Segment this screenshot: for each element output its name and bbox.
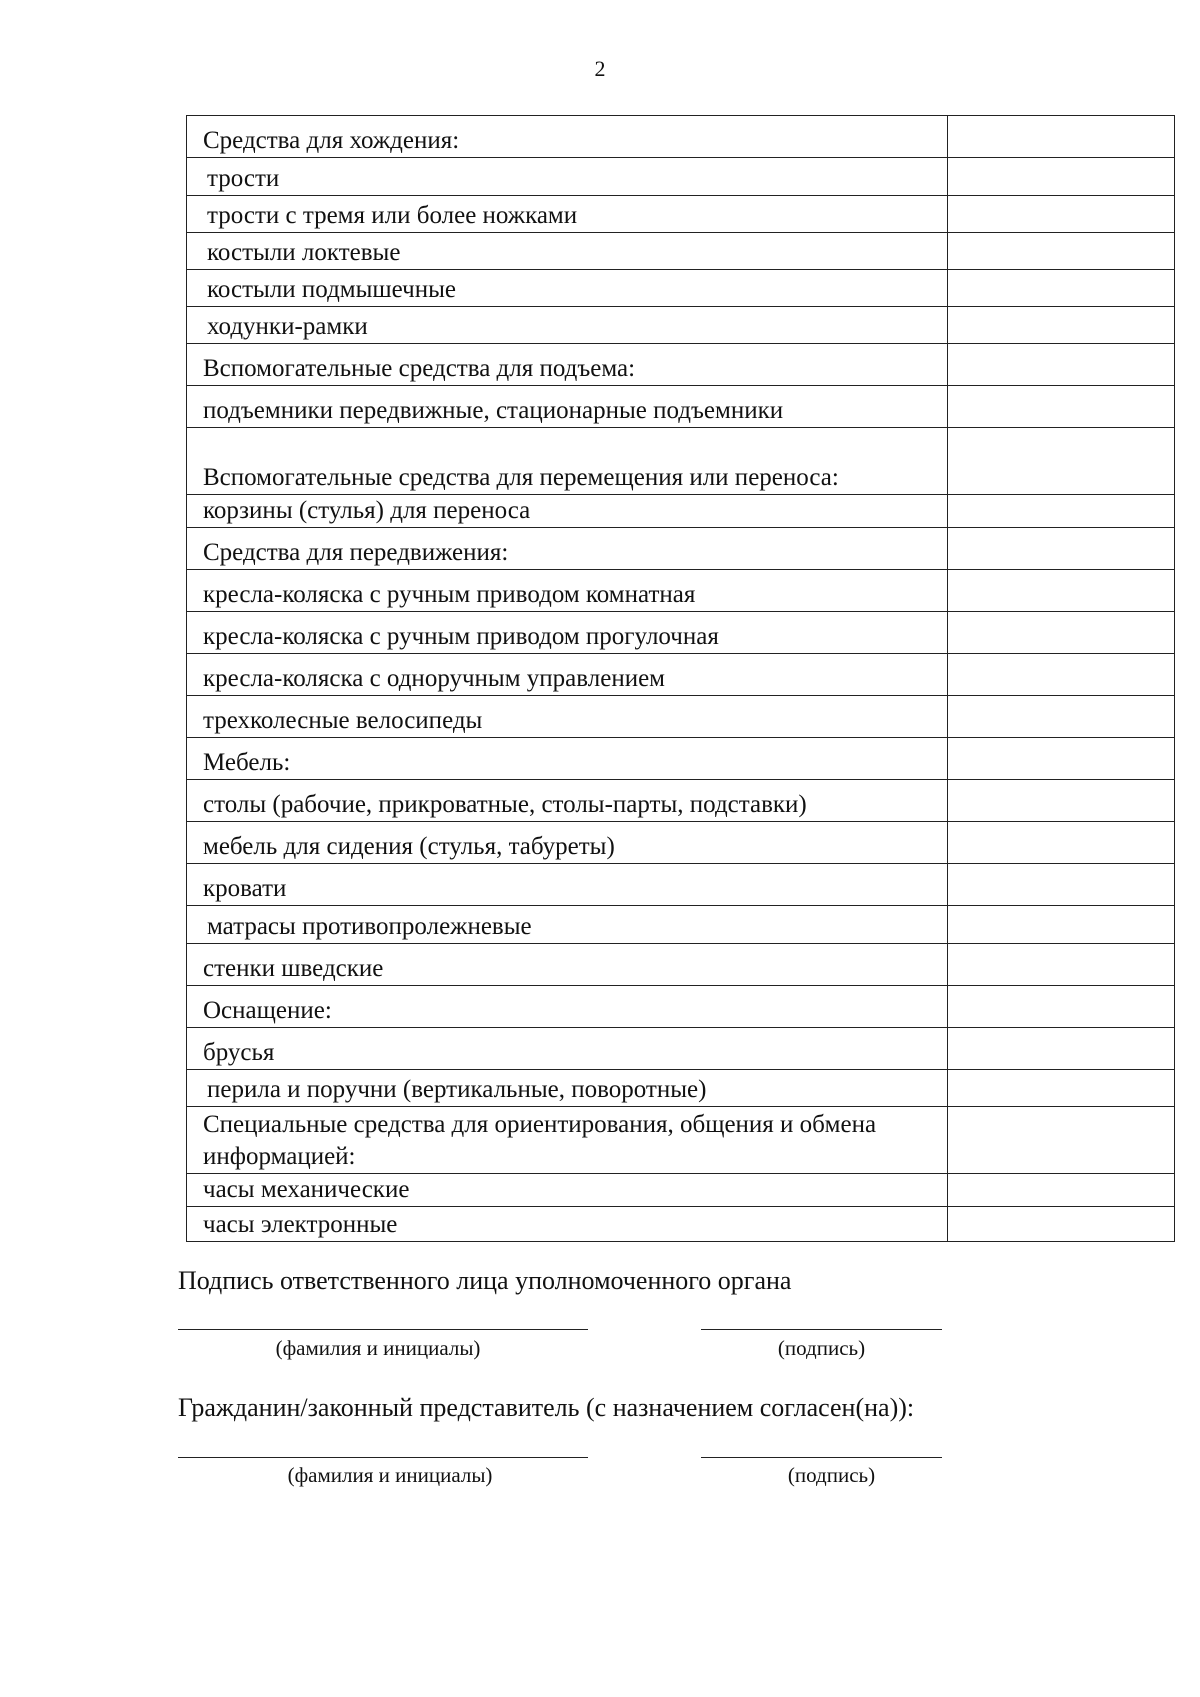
item-name-cell: Оснащение: bbox=[187, 986, 948, 1028]
item-value-cell[interactable] bbox=[948, 1028, 1175, 1070]
item-name-cell: матрасы противопролежневые bbox=[187, 906, 948, 944]
item-value-cell[interactable] bbox=[948, 986, 1175, 1028]
table-row bbox=[187, 944, 1175, 986]
table-row bbox=[187, 233, 1175, 270]
table-row bbox=[187, 570, 1175, 612]
item-name-cell: Средства для передвижения: bbox=[187, 528, 948, 570]
table-row bbox=[187, 864, 1175, 906]
table-row bbox=[187, 386, 1175, 428]
table-row bbox=[187, 196, 1175, 233]
item-value-cell[interactable] bbox=[948, 428, 1175, 495]
page-number: 2 bbox=[594, 56, 606, 81]
item-value-cell[interactable] bbox=[948, 196, 1175, 233]
citizen-name-line[interactable] bbox=[178, 1457, 588, 1458]
table-row bbox=[187, 822, 1175, 864]
item-value-cell[interactable] bbox=[948, 528, 1175, 570]
table-row bbox=[187, 780, 1175, 822]
official-name-line[interactable] bbox=[178, 1329, 588, 1330]
table-row bbox=[187, 1174, 1175, 1207]
item-name-cell: стенки шведские bbox=[187, 944, 948, 986]
table-row bbox=[187, 528, 1175, 570]
item-name-cell: мебель для сидения (стулья, табуреты) bbox=[187, 822, 948, 864]
assistive-devices-table bbox=[186, 115, 1175, 1242]
item-name-cell: корзины (стулья) для переноса bbox=[187, 495, 948, 528]
item-name-cell: костыли локтевые bbox=[187, 233, 948, 270]
item-name-cell: Вспомогательные средства для перемещения или переноса: bbox=[187, 428, 948, 495]
item-value-cell[interactable] bbox=[948, 158, 1175, 196]
citizen-signature-caption: (подпись) bbox=[787, 1463, 876, 1487]
item-name-cell: Специальные средства для ориентирования, общения и обмена информацией: bbox=[187, 1107, 948, 1174]
table-row bbox=[187, 344, 1175, 386]
item-value-cell[interactable] bbox=[948, 1207, 1175, 1242]
item-value-cell[interactable] bbox=[948, 906, 1175, 944]
item-value-cell[interactable] bbox=[948, 1070, 1175, 1107]
item-name-cell: кресла-коляска с одноручным управлением bbox=[187, 654, 948, 696]
table-body bbox=[187, 116, 1175, 1242]
item-name-cell: кресла-коляска с ручным приводом прогулочная bbox=[187, 612, 948, 654]
item-name-cell: столы (рабочие, прикроватные, столы-парты, подставки) bbox=[187, 780, 948, 822]
item-name-cell: костыли подмышечные bbox=[187, 270, 948, 307]
table-row bbox=[187, 906, 1175, 944]
item-value-cell[interactable] bbox=[948, 270, 1175, 307]
item-name-cell: Средства для хождения: bbox=[187, 116, 948, 158]
table-row bbox=[187, 654, 1175, 696]
table-row bbox=[187, 1070, 1175, 1107]
item-name-cell: ходунки-рамки bbox=[187, 307, 948, 344]
table-row bbox=[187, 428, 1175, 495]
item-name-cell: часы электронные bbox=[187, 1207, 948, 1242]
table-row bbox=[187, 158, 1175, 196]
table-row bbox=[187, 495, 1175, 528]
item-value-cell[interactable] bbox=[948, 386, 1175, 428]
item-value-cell[interactable] bbox=[948, 344, 1175, 386]
table-row bbox=[187, 612, 1175, 654]
official-signature-line[interactable] bbox=[701, 1329, 942, 1330]
item-value-cell[interactable] bbox=[948, 612, 1175, 654]
item-name-cell: подъемники передвижные, стационарные подъемники bbox=[187, 386, 948, 428]
item-value-cell[interactable] bbox=[948, 822, 1175, 864]
item-name-cell: трости bbox=[187, 158, 948, 196]
item-value-cell[interactable] bbox=[948, 570, 1175, 612]
item-name-cell: кресла-коляска с ручным приводом комнатная bbox=[187, 570, 948, 612]
item-name-cell: Вспомогательные средства для подъема: bbox=[187, 344, 948, 386]
item-value-cell[interactable] bbox=[948, 1174, 1175, 1207]
item-name-cell: перила и поручни (вертикальные, поворотные) bbox=[187, 1070, 948, 1107]
item-value-cell[interactable] bbox=[948, 696, 1175, 738]
citizen-name-caption: (фамилия и инициалы) bbox=[287, 1463, 493, 1487]
table-row bbox=[187, 116, 1175, 158]
item-name-cell: Мебель: bbox=[187, 738, 948, 780]
citizen-signature-heading: Гражданин/законный представитель (с назначением согласен(на)): bbox=[178, 1393, 915, 1422]
item-name-cell: трости с тремя или более ножками bbox=[187, 196, 948, 233]
item-value-cell[interactable] bbox=[948, 738, 1175, 780]
item-value-cell[interactable] bbox=[948, 864, 1175, 906]
citizen-signature-line[interactable] bbox=[701, 1457, 942, 1458]
item-value-cell[interactable] bbox=[948, 116, 1175, 158]
item-value-cell[interactable] bbox=[948, 654, 1175, 696]
table-row bbox=[187, 1207, 1175, 1242]
item-name-cell: брусья bbox=[187, 1028, 948, 1070]
item-value-cell[interactable] bbox=[948, 944, 1175, 986]
official-name-caption: (фамилия и инициалы) bbox=[275, 1336, 481, 1360]
item-value-cell[interactable] bbox=[948, 233, 1175, 270]
official-signature-caption: (подпись) bbox=[777, 1336, 866, 1360]
table-row bbox=[187, 307, 1175, 344]
table-row bbox=[187, 986, 1175, 1028]
item-name-cell: трехколесные велосипеды bbox=[187, 696, 948, 738]
item-value-cell[interactable] bbox=[948, 495, 1175, 528]
item-value-cell[interactable] bbox=[948, 780, 1175, 822]
item-name-cell: кровати bbox=[187, 864, 948, 906]
table-row bbox=[187, 738, 1175, 780]
table-row bbox=[187, 1107, 1175, 1174]
item-value-cell[interactable] bbox=[948, 1107, 1175, 1174]
official-signature-heading: Подпись ответственного лица уполномоченного органа bbox=[178, 1266, 792, 1295]
table-row bbox=[187, 696, 1175, 738]
item-name-cell: часы механические bbox=[187, 1174, 948, 1207]
item-value-cell[interactable] bbox=[948, 307, 1175, 344]
table-row bbox=[187, 270, 1175, 307]
table-row bbox=[187, 1028, 1175, 1070]
